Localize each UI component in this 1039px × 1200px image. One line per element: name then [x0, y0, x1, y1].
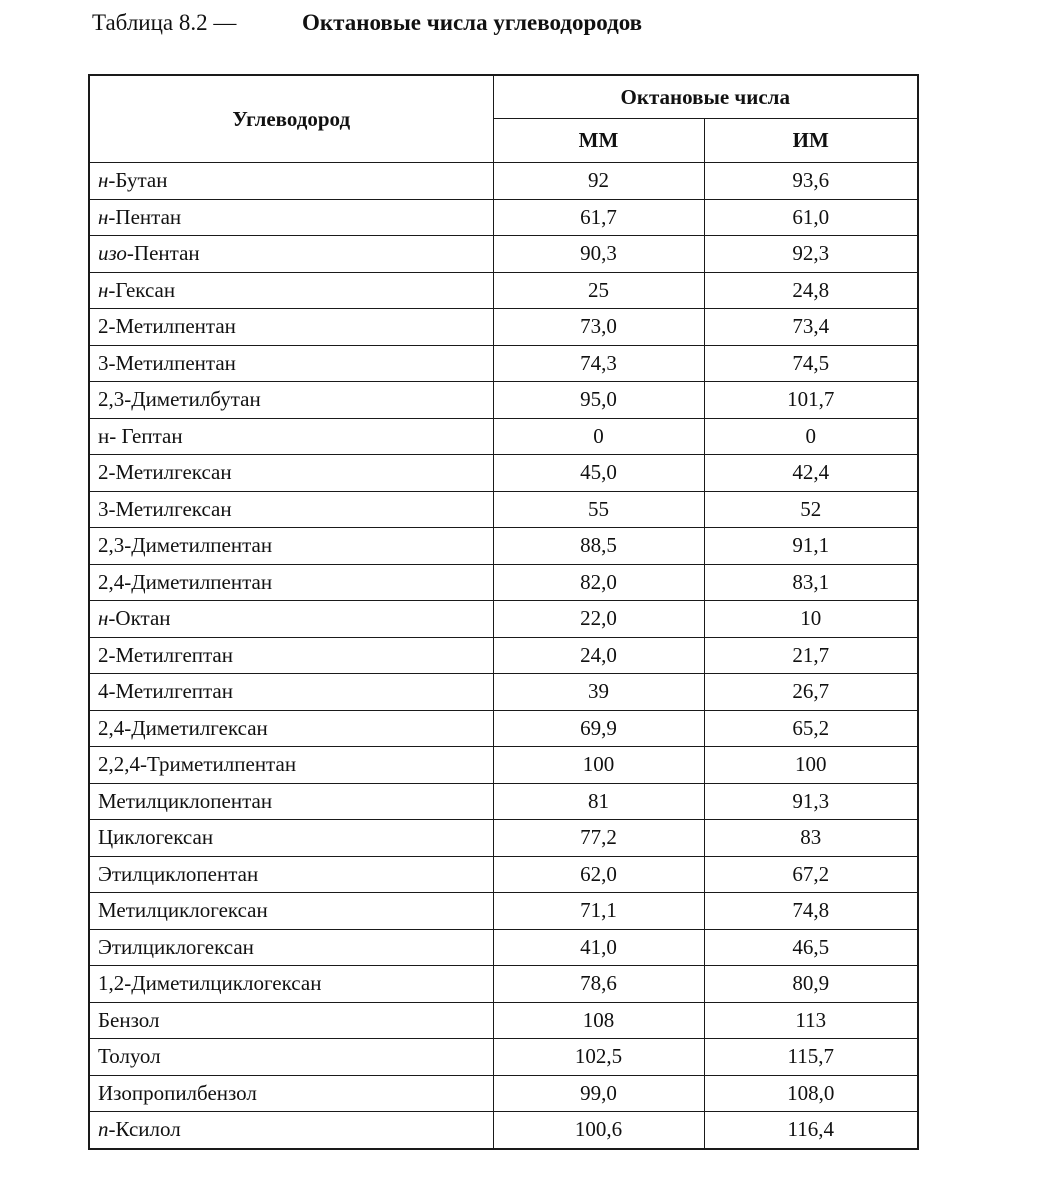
- caption-label: Таблица 8.2 —: [92, 10, 237, 35]
- cell-mm: 61,7: [493, 199, 704, 236]
- cell-im: 74,5: [704, 345, 918, 382]
- cell-mm: 39: [493, 674, 704, 711]
- cell-im: 93,6: [704, 163, 918, 200]
- cell-hydrocarbon: [89, 163, 493, 200]
- cell-hydrocarbon: [89, 929, 493, 966]
- cell-mm: 77,2: [493, 820, 704, 857]
- table-row: [89, 601, 918, 638]
- cell-hydrocarbon: [89, 272, 493, 309]
- cell-hydrocarbon-name: 2-Метилгексан: [98, 460, 232, 485]
- cell-hydrocarbon-name: Октан: [115, 606, 171, 631]
- cell-im: 24,8: [704, 272, 918, 309]
- cell-hydrocarbon-name: Толуол: [98, 1044, 161, 1069]
- cell-mm: 102,5: [493, 1039, 704, 1076]
- cell-mm: 73,0: [493, 309, 704, 346]
- table-row: [89, 199, 918, 236]
- cell-hydrocarbon-prefix: н-: [98, 204, 116, 229]
- cell-hydrocarbon: [89, 1112, 493, 1149]
- cell-im: 46,5: [704, 929, 918, 966]
- cell-hydrocarbon-prefix: н-: [98, 168, 116, 193]
- cell-hydrocarbon-name: Гексан: [115, 277, 176, 302]
- cell-im: 61,0: [704, 199, 918, 236]
- cell-im: 115,7: [704, 1039, 918, 1076]
- cell-hydrocarbon: [89, 528, 493, 565]
- cell-mm: 24,0: [493, 637, 704, 674]
- table-row: [89, 528, 918, 565]
- cell-im: 83: [704, 820, 918, 857]
- cell-hydrocarbon: [89, 491, 493, 528]
- table-row: [89, 236, 918, 273]
- cell-mm: 88,5: [493, 528, 704, 565]
- cell-hydrocarbon-name: Циклогексан: [98, 825, 214, 850]
- cell-mm: 45,0: [493, 455, 704, 492]
- cell-mm: 25: [493, 272, 704, 309]
- cell-im: 116,4: [704, 1112, 918, 1149]
- cell-im: 10: [704, 601, 918, 638]
- cell-im: 74,8: [704, 893, 918, 930]
- cell-hydrocarbon-name: 2,4-Диметилпентан: [98, 569, 273, 594]
- cell-hydrocarbon-prefix: н-: [98, 277, 116, 302]
- table-row: [89, 382, 918, 419]
- cell-hydrocarbon: [89, 783, 493, 820]
- table-body: [89, 163, 918, 1149]
- table-row: [89, 163, 918, 200]
- cell-mm: 78,6: [493, 966, 704, 1003]
- table-row: [89, 455, 918, 492]
- table-row: [89, 747, 918, 784]
- table-row: [89, 893, 918, 930]
- cell-hydrocarbon: [89, 564, 493, 601]
- cell-hydrocarbon: [89, 236, 493, 273]
- cell-hydrocarbon: [89, 345, 493, 382]
- header-im: ИМ: [704, 119, 918, 163]
- cell-hydrocarbon-name: Метилциклогексан: [98, 898, 268, 923]
- cell-mm: 81: [493, 783, 704, 820]
- table-row: [89, 309, 918, 346]
- cell-im: 26,7: [704, 674, 918, 711]
- cell-hydrocarbon-name: 2,3-Диметилпентан: [98, 533, 273, 558]
- cell-hydrocarbon-name: Ксилол: [115, 1117, 181, 1142]
- cell-im: 42,4: [704, 455, 918, 492]
- cell-mm: 90,3: [493, 236, 704, 273]
- cell-hydrocarbon: [89, 455, 493, 492]
- cell-hydrocarbon-name: 2,4-Диметилгексан: [98, 715, 268, 740]
- cell-hydrocarbon-name: 3-Метилгексан: [98, 496, 232, 521]
- cell-hydrocarbon: [89, 710, 493, 747]
- cell-hydrocarbon-name: Бензол: [98, 1007, 160, 1032]
- cell-hydrocarbon: [89, 309, 493, 346]
- cell-hydrocarbon-name: 1,2-Диметилциклогексан: [98, 971, 322, 996]
- table-row: [89, 966, 918, 1003]
- cell-hydrocarbon: [89, 199, 493, 236]
- cell-hydrocarbon-name: 4-Метилгептан: [98, 679, 233, 704]
- table-row: [89, 929, 918, 966]
- cell-mm: 55: [493, 491, 704, 528]
- cell-hydrocarbon-prefix: н-: [98, 606, 116, 631]
- table-row: [89, 418, 918, 455]
- cell-hydrocarbon: [89, 893, 493, 930]
- cell-im: 101,7: [704, 382, 918, 419]
- cell-mm: 0: [493, 418, 704, 455]
- cell-im: 100: [704, 747, 918, 784]
- cell-im: 91,1: [704, 528, 918, 565]
- table-row: [89, 564, 918, 601]
- cell-im: 92,3: [704, 236, 918, 273]
- cell-hydrocarbon: [89, 747, 493, 784]
- table-row: [89, 1112, 918, 1149]
- cell-mm: 74,3: [493, 345, 704, 382]
- cell-hydrocarbon-name: Пентан: [133, 241, 200, 266]
- cell-hydrocarbon-name: н- Гептан: [98, 423, 183, 448]
- cell-hydrocarbon-name: Этилциклогексан: [98, 934, 254, 959]
- cell-hydrocarbon: [89, 1039, 493, 1076]
- header-hydrocarbon: Углеводород: [89, 75, 493, 163]
- cell-mm: 92: [493, 163, 704, 200]
- cell-im: 73,4: [704, 309, 918, 346]
- caption-title: Октановые числа углеводородов: [302, 10, 643, 35]
- cell-im: 21,7: [704, 637, 918, 674]
- cell-hydrocarbon: [89, 1075, 493, 1112]
- octane-table: [88, 74, 919, 1150]
- cell-im: 52: [704, 491, 918, 528]
- cell-mm: 100: [493, 747, 704, 784]
- table-row: [89, 674, 918, 711]
- cell-hydrocarbon-name: Бутан: [115, 168, 168, 193]
- table-row: [89, 1002, 918, 1039]
- cell-im: 113: [704, 1002, 918, 1039]
- cell-hydrocarbon-name: 2,2,4-Триметилпентан: [98, 752, 297, 777]
- cell-hydrocarbon: [89, 674, 493, 711]
- cell-hydrocarbon: [89, 1002, 493, 1039]
- cell-hydrocarbon-prefix: изо-: [98, 241, 134, 266]
- table-row: [89, 637, 918, 674]
- cell-mm: 41,0: [493, 929, 704, 966]
- cell-hydrocarbon: [89, 856, 493, 893]
- cell-hydrocarbon: [89, 637, 493, 674]
- cell-mm: 69,9: [493, 710, 704, 747]
- table-row: [89, 710, 918, 747]
- cell-hydrocarbon: [89, 382, 493, 419]
- cell-hydrocarbon-prefix: п-: [98, 1117, 116, 1142]
- cell-mm: 108: [493, 1002, 704, 1039]
- cell-hydrocarbon-name: Изопропилбензол: [98, 1080, 257, 1105]
- cell-mm: 22,0: [493, 601, 704, 638]
- cell-hydrocarbon-name: 2-Метилгептан: [98, 642, 233, 667]
- cell-mm: 99,0: [493, 1075, 704, 1112]
- cell-hydrocarbon: [89, 601, 493, 638]
- cell-hydrocarbon: [89, 820, 493, 857]
- cell-im: 91,3: [704, 783, 918, 820]
- header-mm: ММ: [493, 119, 704, 163]
- cell-hydrocarbon: [89, 966, 493, 1003]
- cell-im: 67,2: [704, 856, 918, 893]
- table-row: [89, 491, 918, 528]
- table-row: [89, 820, 918, 857]
- cell-mm: 71,1: [493, 893, 704, 930]
- table-row: [89, 1075, 918, 1112]
- table-row: [89, 345, 918, 382]
- cell-im: 65,2: [704, 710, 918, 747]
- cell-im: 108,0: [704, 1075, 918, 1112]
- table-row: [89, 856, 918, 893]
- cell-im: 80,9: [704, 966, 918, 1003]
- cell-mm: 62,0: [493, 856, 704, 893]
- cell-hydrocarbon-name: Этилциклопентан: [98, 861, 259, 886]
- table-row: [89, 783, 918, 820]
- cell-mm: 100,6: [493, 1112, 704, 1149]
- cell-hydrocarbon: [89, 418, 493, 455]
- table-row: [89, 272, 918, 309]
- cell-hydrocarbon-name: Пентан: [115, 204, 182, 229]
- cell-mm: 95,0: [493, 382, 704, 419]
- cell-im: 0: [704, 418, 918, 455]
- cell-hydrocarbon-name: 2-Метилпентан: [98, 314, 236, 339]
- cell-mm: 82,0: [493, 564, 704, 601]
- cell-im: 83,1: [704, 564, 918, 601]
- header-octane-numbers: Октановые числа: [493, 75, 918, 119]
- cell-hydrocarbon-name: Метилциклопентан: [98, 788, 273, 813]
- cell-hydrocarbon-name: 2,3-Диметилбутан: [98, 387, 261, 412]
- table-row: [89, 1039, 918, 1076]
- table-caption: [92, 10, 643, 36]
- cell-hydrocarbon-name: 3-Метилпентан: [98, 350, 236, 375]
